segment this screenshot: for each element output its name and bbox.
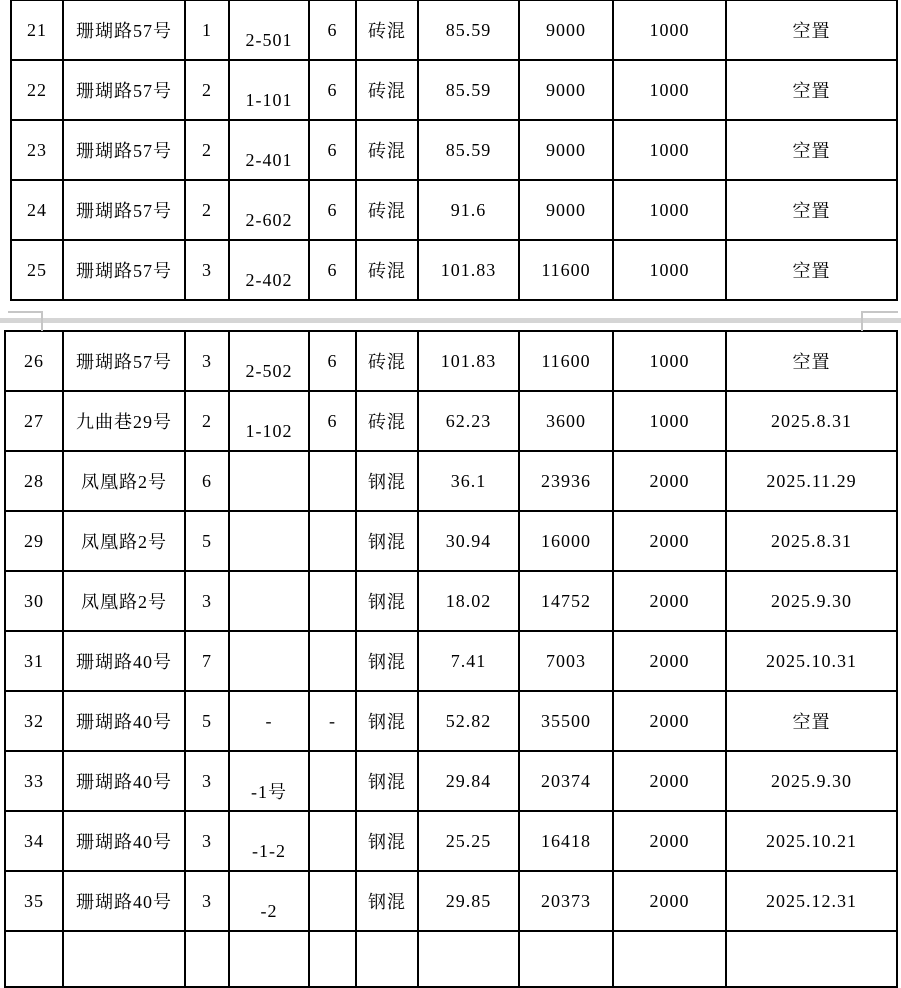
area-cell: 25.25 — [418, 811, 519, 871]
area-cell: 29.84 — [418, 751, 519, 811]
floor-count-cell — [309, 871, 356, 931]
deposit-cell: 2000 — [613, 631, 726, 691]
building-number-cell: 5 — [185, 511, 229, 571]
page-corner-marker-right — [861, 311, 898, 331]
unit-number-cell — [229, 511, 309, 571]
unit-number-cell — [229, 60, 309, 120]
building-number-cell: 5 — [185, 691, 229, 751]
area-cell: 85.59 — [418, 120, 519, 180]
structure-type-cell: 砖混 — [356, 391, 418, 451]
address-cell: 珊瑚路40号 — [63, 631, 185, 691]
building-number-cell: 3 — [185, 571, 229, 631]
price-cell: 14752 — [519, 571, 613, 631]
price-cell: 9000 — [519, 60, 613, 120]
floor-count-cell: 6 — [309, 180, 356, 240]
address-cell: 珊瑚路57号 — [63, 60, 185, 120]
area-cell: 85.59 — [418, 60, 519, 120]
deposit-cell: 2000 — [613, 511, 726, 571]
structure-type-cell: 砖混 — [356, 331, 418, 391]
table-row — [5, 691, 897, 751]
deposit-cell: 2000 — [613, 871, 726, 931]
unit-number-text: 2-501 — [245, 29, 293, 50]
clipped-cell — [613, 931, 726, 987]
deposit-cell: 1000 — [613, 60, 726, 120]
area-cell: 62.23 — [418, 391, 519, 451]
status-cell: 空置 — [726, 180, 897, 240]
unit-number-cell — [229, 120, 309, 180]
unit-number-cell — [229, 240, 309, 300]
area-cell: 85.59 — [418, 0, 519, 60]
address-cell: 珊瑚路40号 — [63, 871, 185, 931]
row-number-cell: 32 — [5, 691, 63, 751]
building-number-cell: 3 — [185, 871, 229, 931]
price-cell: 11600 — [519, 331, 613, 391]
area-cell: 29.85 — [418, 871, 519, 931]
price-cell: 11600 — [519, 240, 613, 300]
area-cell: 30.94 — [418, 511, 519, 571]
structure-type-cell: 砖混 — [356, 0, 418, 60]
floor-count-cell — [309, 751, 356, 811]
price-cell: 9000 — [519, 180, 613, 240]
price-cell: 20373 — [519, 871, 613, 931]
deposit-cell: 2000 — [613, 751, 726, 811]
status-cell: 2025.11.29 — [726, 451, 897, 511]
structure-type-cell: 砖混 — [356, 180, 418, 240]
floor-count-cell — [309, 811, 356, 871]
area-cell: 7.41 — [418, 631, 519, 691]
unit-number-cell — [229, 391, 309, 451]
row-number-cell: 33 — [5, 751, 63, 811]
building-number-cell: 2 — [185, 180, 229, 240]
unit-number-text: 2-502 — [245, 360, 293, 381]
floor-count-cell: 6 — [309, 60, 356, 120]
table-row — [11, 0, 897, 60]
clipped-cell — [418, 931, 519, 987]
deposit-cell: 1000 — [613, 120, 726, 180]
table-row — [11, 240, 897, 300]
unit-number-text: 2-401 — [245, 149, 293, 170]
building-number-cell: 3 — [185, 751, 229, 811]
price-cell: 35500 — [519, 691, 613, 751]
address-cell: 凤凰路2号 — [63, 451, 185, 511]
page-break-band — [0, 318, 901, 323]
structure-type-cell: 钢混 — [356, 691, 418, 751]
deposit-cell: 1000 — [613, 180, 726, 240]
unit-number-text: -1-2 — [252, 840, 286, 861]
price-cell: 3600 — [519, 391, 613, 451]
deposit-cell: 1000 — [613, 240, 726, 300]
row-number-cell: 29 — [5, 511, 63, 571]
unit-number-text: -1号 — [251, 782, 287, 802]
price-cell: 20374 — [519, 751, 613, 811]
table-row — [5, 511, 897, 571]
address-cell: 珊瑚路57号 — [63, 240, 185, 300]
address-cell: 珊瑚路57号 — [63, 331, 185, 391]
floor-count-cell: 6 — [309, 0, 356, 60]
clipped-cell — [229, 931, 309, 987]
structure-type-cell: 钢混 — [356, 871, 418, 931]
price-cell: 16418 — [519, 811, 613, 871]
structure-type-cell: 钢混 — [356, 631, 418, 691]
unit-number-text: 2-402 — [245, 269, 293, 290]
unit-number-cell — [229, 751, 309, 811]
deposit-cell: 2000 — [613, 571, 726, 631]
status-cell: 2025.8.31 — [726, 511, 897, 571]
price-cell: 9000 — [519, 120, 613, 180]
table-row — [5, 451, 897, 511]
status-cell: 2025.9.30 — [726, 571, 897, 631]
address-cell: 珊瑚路40号 — [63, 811, 185, 871]
price-cell: 23936 — [519, 451, 613, 511]
row-number-cell: 21 — [11, 0, 63, 60]
area-cell: 101.83 — [418, 331, 519, 391]
deposit-cell: 1000 — [613, 331, 726, 391]
clipped-cell — [5, 931, 63, 987]
structure-type-cell: 砖混 — [356, 120, 418, 180]
building-number-cell: 1 — [185, 0, 229, 60]
unit-number-cell: - — [229, 691, 309, 751]
address-cell: 珊瑚路57号 — [63, 180, 185, 240]
address-cell: 凤凰路2号 — [63, 511, 185, 571]
area-cell: 101.83 — [418, 240, 519, 300]
row-number-cell: 34 — [5, 811, 63, 871]
building-number-cell: 2 — [185, 120, 229, 180]
status-cell: 2025.10.21 — [726, 811, 897, 871]
status-cell: 2025.9.30 — [726, 751, 897, 811]
listing-table-page2 — [4, 330, 898, 988]
row-number-cell: 23 — [11, 120, 63, 180]
floor-count-cell — [309, 571, 356, 631]
structure-type-cell: 钢混 — [356, 451, 418, 511]
table-row — [5, 811, 897, 871]
table-row — [5, 751, 897, 811]
unit-number-cell — [229, 871, 309, 931]
deposit-cell: 2000 — [613, 451, 726, 511]
address-cell: 珊瑚路57号 — [63, 0, 185, 60]
deposit-cell: 1000 — [613, 391, 726, 451]
clipped-cell — [63, 931, 185, 987]
table-row — [5, 391, 897, 451]
building-number-cell: 2 — [185, 391, 229, 451]
floor-count-cell: 6 — [309, 240, 356, 300]
address-cell: 九曲巷29号 — [63, 391, 185, 451]
building-number-cell: 6 — [185, 451, 229, 511]
building-number-cell: 3 — [185, 331, 229, 391]
building-number-cell: 3 — [185, 240, 229, 300]
area-cell: 36.1 — [418, 451, 519, 511]
status-cell: 空置 — [726, 331, 897, 391]
status-cell: 2025.12.31 — [726, 871, 897, 931]
area-cell: 52.82 — [418, 691, 519, 751]
deposit-cell: 2000 — [613, 691, 726, 751]
unit-number-cell — [229, 331, 309, 391]
structure-type-cell: 砖混 — [356, 240, 418, 300]
price-cell: 7003 — [519, 631, 613, 691]
unit-number-text: -2 — [260, 900, 278, 921]
status-cell: 2025.8.31 — [726, 391, 897, 451]
structure-type-cell: 钢混 — [356, 751, 418, 811]
table-row — [5, 571, 897, 631]
clipped-cell — [185, 931, 229, 987]
table-row — [11, 60, 897, 120]
unit-number-cell — [229, 571, 309, 631]
status-cell: 空置 — [726, 120, 897, 180]
address-cell: 珊瑚路40号 — [63, 691, 185, 751]
clipped-cell — [519, 931, 613, 987]
deposit-cell: 1000 — [613, 0, 726, 60]
unit-number-cell — [229, 811, 309, 871]
unit-number-text: 1-101 — [245, 89, 293, 110]
listing-table-page1 — [10, 0, 898, 301]
floor-count-cell: 6 — [309, 331, 356, 391]
floor-count-cell — [309, 631, 356, 691]
address-cell: 珊瑚路57号 — [63, 120, 185, 180]
price-cell: 16000 — [519, 511, 613, 571]
floor-count-cell — [309, 451, 356, 511]
table-row — [11, 180, 897, 240]
price-cell: 9000 — [519, 0, 613, 60]
row-number-cell: 27 — [5, 391, 63, 451]
row-number-cell: 25 — [11, 240, 63, 300]
clipped-cell — [726, 931, 897, 987]
floor-count-cell: - — [309, 691, 356, 751]
status-cell: 空置 — [726, 240, 897, 300]
row-number-cell: 22 — [11, 60, 63, 120]
status-cell: 空置 — [726, 0, 897, 60]
row-number-cell: 28 — [5, 451, 63, 511]
status-cell: 空置 — [726, 691, 897, 751]
table-row — [5, 631, 897, 691]
area-cell: 18.02 — [418, 571, 519, 631]
unit-number-cell — [229, 631, 309, 691]
unit-number-text: 1-102 — [245, 420, 293, 441]
structure-type-cell: 钢混 — [356, 571, 418, 631]
address-cell: 凤凰路2号 — [63, 571, 185, 631]
unit-number-cell — [229, 180, 309, 240]
row-number-cell: 31 — [5, 631, 63, 691]
row-number-cell: 30 — [5, 571, 63, 631]
row-number-cell: 35 — [5, 871, 63, 931]
status-cell: 2025.10.31 — [726, 631, 897, 691]
unit-number-text: 2-602 — [245, 209, 293, 230]
clipped-cell — [309, 931, 356, 987]
clipped-cell — [356, 931, 418, 987]
table-row — [5, 331, 897, 391]
status-cell: 空置 — [726, 60, 897, 120]
unit-number-cell — [229, 0, 309, 60]
address-cell: 珊瑚路40号 — [63, 751, 185, 811]
structure-type-cell: 砖混 — [356, 60, 418, 120]
table-row — [11, 120, 897, 180]
structure-type-cell: 钢混 — [356, 811, 418, 871]
page-corner-marker-left — [8, 311, 43, 331]
area-cell: 91.6 — [418, 180, 519, 240]
structure-type-cell: 钢混 — [356, 511, 418, 571]
building-number-cell: 3 — [185, 811, 229, 871]
floor-count-cell: 6 — [309, 391, 356, 451]
floor-count-cell: 6 — [309, 120, 356, 180]
floor-count-cell — [309, 511, 356, 571]
building-number-cell: 2 — [185, 60, 229, 120]
clipped-row — [5, 931, 897, 987]
deposit-cell: 2000 — [613, 811, 726, 871]
row-number-cell: 26 — [5, 331, 63, 391]
unit-number-cell — [229, 451, 309, 511]
building-number-cell: 7 — [185, 631, 229, 691]
table-row — [5, 871, 897, 931]
row-number-cell: 24 — [11, 180, 63, 240]
